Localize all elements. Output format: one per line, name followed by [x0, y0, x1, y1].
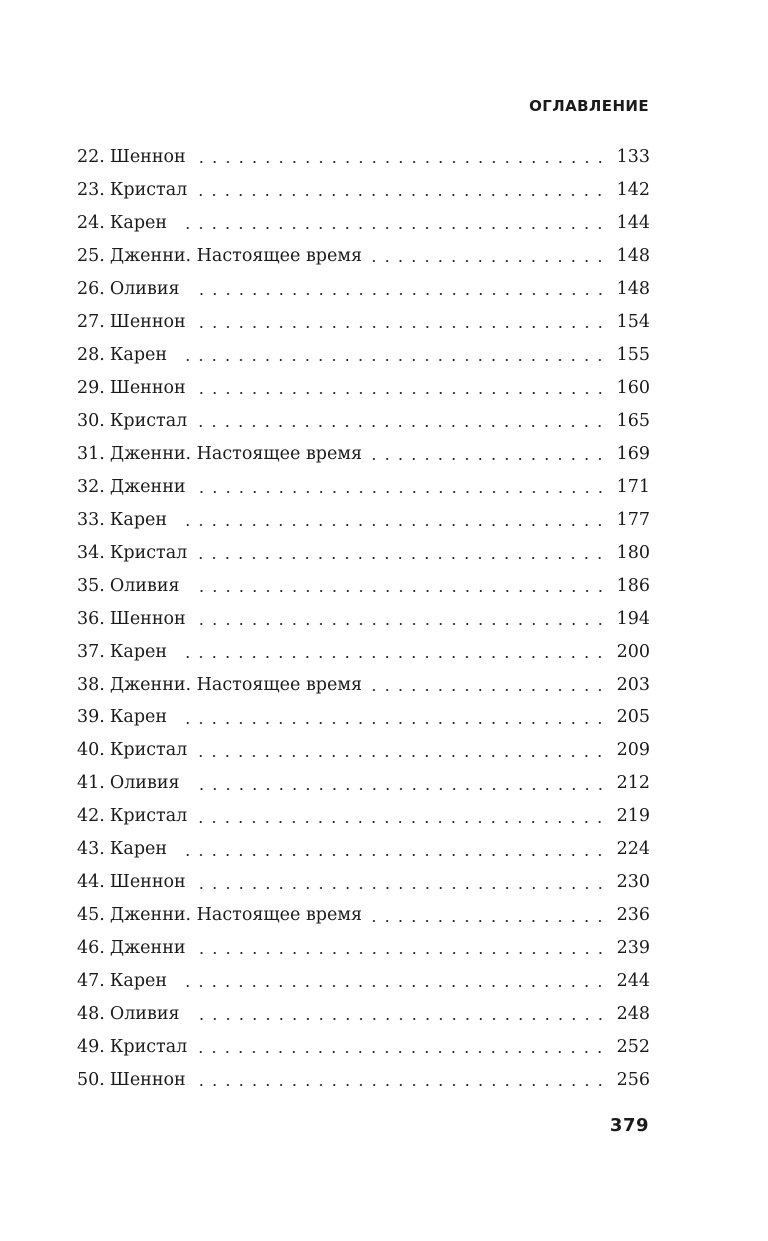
toc-entry-number: 29. [77, 377, 105, 398]
dot-leader [196, 940, 607, 958]
dot-leader [197, 742, 606, 760]
toc-entry [77, 833, 650, 866]
toc-entry-number: 42. [77, 806, 105, 827]
toc-entry [77, 372, 650, 405]
toc-entry-number: 26. [77, 278, 105, 299]
toc-entry-title: Кристал [109, 1037, 188, 1058]
toc-entry-title: Карен [109, 707, 168, 728]
dot-leader [190, 1006, 607, 1024]
toc-entry-number: 37. [77, 641, 105, 662]
dot-leader [196, 874, 607, 892]
toc-entry-page: 133 [616, 147, 650, 167]
toc-entry-number: 45. [77, 905, 105, 926]
toc-entry-page: 186 [616, 575, 650, 596]
toc-entry [77, 603, 650, 636]
toc-entry [77, 570, 650, 603]
toc-entry [77, 636, 650, 669]
toc-entry [77, 965, 650, 998]
toc-entry-number: 31. [77, 443, 105, 464]
running-header: ОГЛАВЛЕНИЕ [529, 97, 649, 115]
toc-entry-number: 23. [77, 179, 105, 200]
toc-entry [77, 701, 650, 734]
toc-entry [77, 405, 650, 438]
toc-entry [77, 240, 650, 273]
toc-entry-page: 169 [616, 443, 650, 464]
dot-leader [177, 643, 607, 661]
dot-leader [177, 973, 607, 991]
dot-leader [197, 544, 606, 562]
toc-entry-title: Шеннон [109, 147, 186, 167]
toc-entry-title: Шеннон [109, 311, 186, 332]
toc-entry-title: Оливия [109, 278, 180, 299]
toc-entry-title: Карен [109, 839, 168, 860]
toc-entry-title: Дженни [109, 938, 186, 959]
toc-entry-page: 144 [616, 212, 650, 233]
toc-entry-page: 248 [616, 1004, 650, 1025]
dot-leader [190, 577, 607, 595]
dot-leader [196, 478, 607, 496]
toc-entry-number: 34. [77, 542, 105, 563]
toc-entry-page: 154 [616, 311, 650, 332]
toc-entry [77, 438, 650, 471]
dot-leader [196, 314, 607, 332]
toc-entry-title: Оливия [109, 1004, 180, 1025]
toc-entry [77, 899, 650, 932]
toc-entry-title: Кристал [109, 806, 188, 827]
toc-entry-number: 41. [77, 773, 105, 794]
toc-entry-number: 38. [77, 674, 105, 695]
toc-entry [77, 273, 650, 306]
toc-entry-title: Шеннон [109, 1070, 186, 1091]
toc-entry-number: 47. [77, 971, 105, 992]
toc-entry-number: 30. [77, 410, 105, 431]
toc-entry-page: 148 [616, 278, 650, 299]
toc-entry-title: Карен [109, 344, 168, 365]
toc-entry-number: 22. [77, 147, 105, 167]
toc-entry-title: Шеннон [109, 608, 186, 629]
toc-entry-title: Дженни. Настоящее время [109, 674, 363, 695]
toc-entry-number: 49. [77, 1037, 105, 1058]
toc-entry-page: 252 [616, 1037, 650, 1058]
toc-entry [77, 339, 650, 372]
toc-entry-number: 50. [77, 1070, 105, 1091]
toc-entry-number: 24. [77, 212, 105, 233]
toc-entry-page: 224 [616, 839, 650, 860]
toc-entry-number: 43. [77, 839, 105, 860]
dot-leader [190, 775, 607, 793]
toc-entry [77, 734, 650, 767]
toc-entry-number: 33. [77, 509, 105, 530]
toc-entry-number: 39. [77, 707, 105, 728]
toc-entry [77, 174, 650, 207]
toc-entry-title: Оливия [109, 773, 180, 794]
toc-entry [77, 141, 650, 174]
toc-entry-page: 177 [616, 509, 650, 530]
toc-entry [77, 1064, 650, 1097]
toc-entry-number: 32. [77, 476, 105, 497]
toc-entry [77, 932, 650, 965]
dot-leader [372, 248, 607, 266]
toc-entry-page: 155 [616, 344, 650, 365]
toc-entry-number: 35. [77, 575, 105, 596]
dot-leader [196, 610, 607, 628]
toc-entry-title: Оливия [109, 575, 180, 596]
toc-entry [77, 537, 650, 570]
toc-entry [77, 207, 650, 240]
dot-leader [196, 149, 607, 167]
toc-entry-title: Кристал [109, 410, 188, 431]
toc-entry-number: 36. [77, 608, 105, 629]
toc-entry-page: 230 [616, 872, 650, 893]
toc-entry-number: 44. [77, 872, 105, 893]
toc-entry-page: 239 [616, 938, 650, 959]
toc-entry-page: 180 [616, 542, 650, 563]
toc-entry [77, 306, 650, 339]
toc-entry-title: Карен [109, 641, 168, 662]
toc-entry-page: 165 [616, 410, 650, 431]
toc-entry [77, 800, 650, 833]
dot-leader [177, 841, 607, 859]
toc-entry [77, 767, 650, 800]
toc-entry [77, 1031, 650, 1064]
dot-leader [196, 380, 607, 398]
dot-leader [197, 808, 606, 826]
dot-leader [197, 412, 606, 430]
toc-entry [77, 471, 650, 504]
toc-entry-number: 27. [77, 311, 105, 332]
dot-leader [177, 215, 607, 233]
dot-leader [197, 1039, 606, 1057]
toc-entry [77, 504, 650, 537]
toc-entry-title: Кристал [109, 740, 188, 761]
toc-entry-page: 142 [616, 179, 650, 200]
toc-entry-page: 219 [616, 806, 650, 827]
toc-entry-number: 25. [77, 245, 105, 266]
toc-entry-page: 194 [616, 608, 650, 629]
dot-leader [177, 511, 607, 529]
toc-entry-title: Кристал [109, 179, 188, 200]
toc-entry-title: Шеннон [109, 872, 186, 893]
toc-entry-title: Карен [109, 509, 168, 530]
toc-entry-title: Дженни. Настоящее время [109, 905, 363, 926]
toc-entry-page: 200 [616, 641, 650, 662]
toc-entry-number: 40. [77, 740, 105, 761]
toc-entry-page: 244 [616, 971, 650, 992]
toc-entry-number: 28. [77, 344, 105, 365]
table-of-contents [77, 141, 650, 1097]
dot-leader [177, 347, 607, 365]
dot-leader [372, 907, 607, 925]
toc-entry-page: 148 [616, 245, 650, 266]
dot-leader [190, 281, 607, 299]
toc-entry-title: Карен [109, 971, 168, 992]
toc-entry-page: 256 [616, 1070, 650, 1091]
dot-leader [196, 1072, 607, 1090]
toc-entry-page: 203 [616, 674, 650, 695]
toc-entry [77, 998, 650, 1031]
toc-entry-title: Карен [109, 212, 168, 233]
toc-entry-page: 209 [616, 740, 650, 761]
toc-entry-title: Дженни. Настоящее время [109, 245, 363, 266]
toc-entry-title: Дженни [109, 476, 186, 497]
toc-entry [77, 669, 650, 702]
toc-entry-title: Шеннон [109, 377, 186, 398]
toc-entry [77, 866, 650, 899]
toc-entry-title: Кристал [109, 542, 188, 563]
toc-entry-number: 46. [77, 938, 105, 959]
toc-entry-page: 160 [616, 377, 650, 398]
toc-entry-page: 212 [616, 773, 650, 794]
toc-entry-title: Дженни. Настоящее время [109, 443, 363, 464]
toc-entry-number: 48. [77, 1004, 105, 1025]
dot-leader [372, 676, 607, 694]
toc-entry-page: 205 [616, 707, 650, 728]
toc-entry-page: 171 [616, 476, 650, 497]
toc-entry-page: 236 [616, 905, 650, 926]
dot-leader [197, 182, 606, 200]
dot-leader [177, 709, 607, 727]
dot-leader [372, 445, 607, 463]
page-number: 379 [609, 1115, 649, 1136]
